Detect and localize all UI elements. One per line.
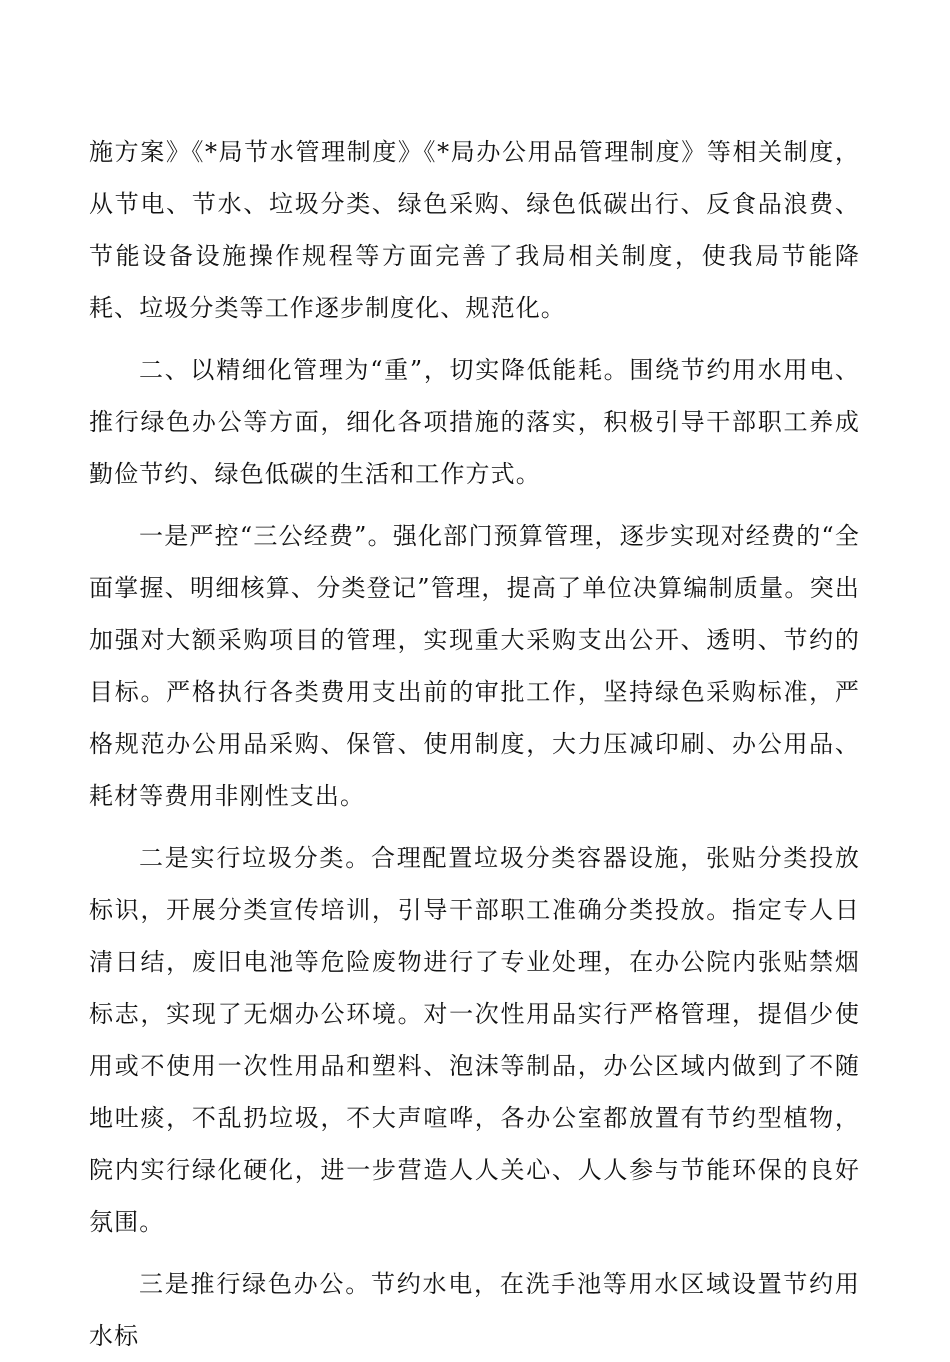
paragraph-continuation: 施方案》《*局节水管理制度》《*局办公用品管理制度》等相关制度，从节电、节水、垃圾分类、绿色采购、绿色低碳出行、反食品浪费、节能设备设施操作规程等方面完善了我局相关制度，使我局节能降耗、垃圾分类等工作逐步制度化、规范化。 [89,138,860,322]
paragraph-item-three: 三是推行绿色办公。节约水电，在洗手池等用水区域设置节约用水标 [89,1270,860,1350]
document-body [89,126,860,1362]
paragraph-section-two: 二、以精细化管理为“重”，切实降低能耗。围绕节约用水用电、推行绿色办公等方面，细化各项措施的落实，积极引导干部职工养成勤俭节约、绿色低碳的生活和工作方式。 [89,356,860,488]
paragraph-item-two: 二是实行垃圾分类。合理配置垃圾分类容器设施，张贴分类投放标识，开展分类宣传培训，引导干部职工准确分类投放。指定专人日清日结，废旧电池等危险废物进行了专业处理，在办公院内张贴禁烟标志，实现了无烟办公环境。对一次性用品实行严格管理，提倡少使用或不使用一次性用品和塑料、泡沫等制品，办公区域内做到了不随地吐痰，不乱扔垃圾，不大声喧哗，各办公室都放置有节约型植物，院内实行绿化硬化，进一步营造人人关心、人人参与节能环保的良好氛围。 [89,844,860,1236]
paragraph-item-one: 一是严控“三公经费”。强化部门预算管理，逐步实现对经费的“全面掌握、明细核算、分类登记”管理，提高了单位决算编制质量。突出加强对大额采购项目的管理，实现重大采购支出公开、透明、节约的目标。严格执行各类费用支出前的审批工作，坚持绿色采购标准，严格规范办公用品采购、保管、使用制度，大力压减印刷、办公用品、耗材等费用非刚性支出。 [89,522,860,810]
